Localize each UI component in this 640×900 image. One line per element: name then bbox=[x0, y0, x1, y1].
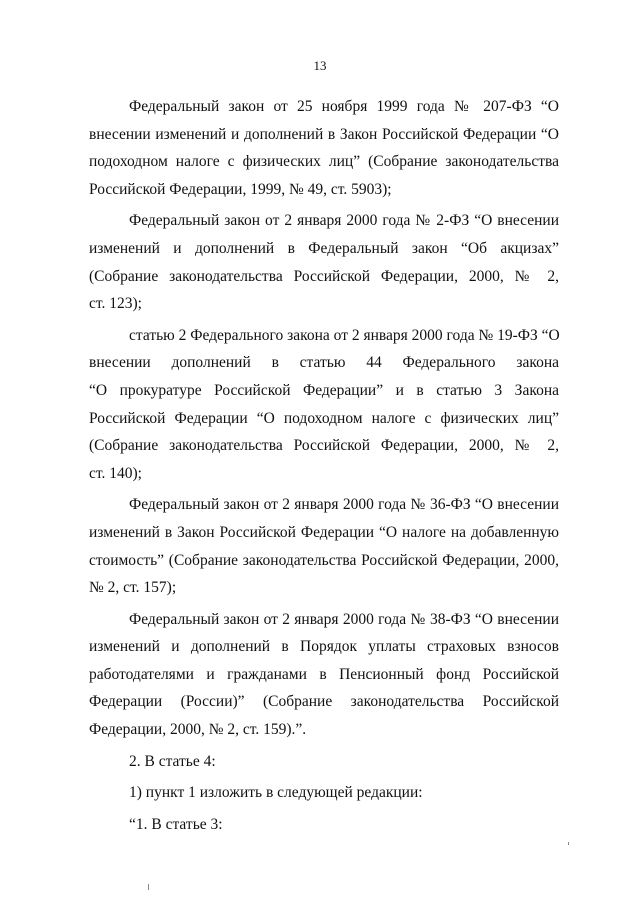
paragraph-law-36fz bbox=[89, 491, 559, 601]
scan-mark bbox=[568, 842, 569, 845]
text-line: Российской Федерации, 1999, № 49, ст. 5903); bbox=[89, 180, 392, 198]
text-line: стоимость” (Собрание законодательства Российской Федерации, 2000, bbox=[89, 551, 559, 569]
text-line: Российской Федерации “О подоходном налоге с физических лиц” bbox=[89, 409, 559, 427]
text-line: Федеральный закон от 2 января 2000 года № 36-ФЗ “О внесении bbox=[129, 496, 559, 514]
text-line: № 2, ст. 157); bbox=[89, 579, 177, 597]
paragraph-law-207fz bbox=[89, 93, 559, 203]
text-line: Федеральный закон от 2 января 2000 года № 2-ФЗ “О внесении bbox=[129, 212, 559, 230]
text-line: изменений в Закон Российской Федерации “О налоге на добавленную bbox=[89, 523, 559, 541]
text-line: статью 2 Федерального закона от 2 января 2000 года № 19-ФЗ “О bbox=[129, 326, 560, 344]
text-line: ст. 123); bbox=[89, 295, 142, 313]
article-4-heading: 2. В статье 4: bbox=[129, 752, 216, 770]
document-body bbox=[89, 93, 559, 838]
text-line: Федерации, 2000, № 2, ст. 159).”. bbox=[89, 721, 307, 739]
text-line: внесении изменений и дополнений в Закон Российской Федерации “О bbox=[89, 125, 559, 143]
scan-mark bbox=[148, 884, 149, 890]
clause-1-instruction: 1) пункт 1 изложить в следующей редакции: bbox=[129, 784, 423, 802]
text-line: Федеральный закон от 25 ноября 1999 года № 207-ФЗ “О bbox=[129, 98, 559, 115]
paragraph-law-19fz bbox=[89, 322, 559, 488]
text-line: изменений и дополнений в Федеральный закон “Об акцизах” bbox=[89, 239, 559, 257]
text-line: Федеральный закон от 2 января 2000 года № 38-ФЗ “О внесении bbox=[129, 610, 559, 628]
text-line: изменений и дополнений в Порядок уплаты страховых взносов bbox=[89, 638, 559, 656]
text-line: “О прокуратуре Российской Федерации” и в статью 3 Закона bbox=[89, 381, 559, 399]
paragraph-law-2fz bbox=[89, 207, 559, 317]
text-line: подоходном налоге с физических лиц” (Собрание законодательства bbox=[89, 153, 559, 171]
text-line: внесении дополнений в статью 44 Федерального закона bbox=[89, 354, 559, 372]
text-line: Федерации (России)” (Собрание законодательства Российской bbox=[89, 693, 559, 711]
page-number: 13 bbox=[313, 58, 327, 73]
paragraph-law-38fz bbox=[89, 606, 559, 744]
text-line: работодателями и гражданами в Пенсионный фонд Российской bbox=[89, 665, 559, 683]
text-line: (Собрание законодательства Российской Федерации, 2000, № 2, bbox=[89, 437, 559, 455]
text-line: ст. 140); bbox=[89, 464, 142, 482]
article-3-heading: “1. В статье 3: bbox=[129, 815, 223, 833]
text-line: (Собрание законодательства Российской Федерации, 2000, № 2, bbox=[89, 267, 559, 285]
